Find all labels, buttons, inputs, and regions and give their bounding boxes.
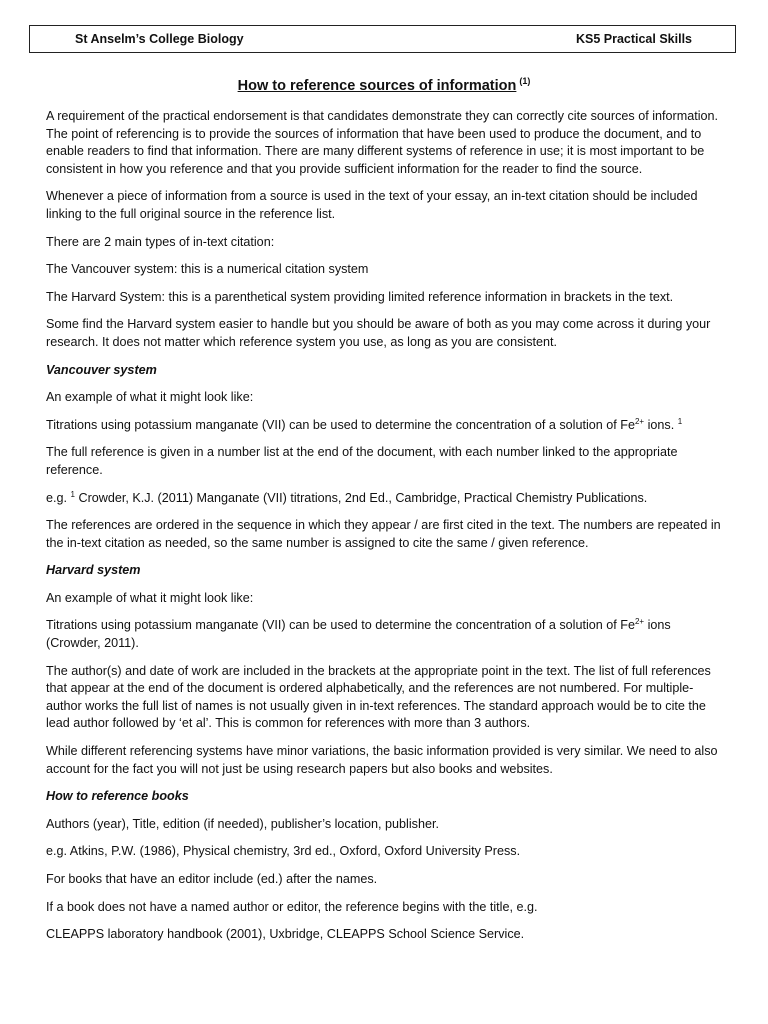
eg-label: e.g. — [46, 490, 71, 505]
paragraph-no-author: If a book does not have a named author or editor, the reference begins with the title, e.g. — [46, 899, 538, 914]
paragraph-types: There are 2 main types of in-text citation: — [46, 234, 275, 249]
example-text-end: ions. — [644, 417, 678, 432]
course-label: KS5 Practical Skills — [575, 32, 692, 46]
page-title — [0, 76, 768, 94]
page-header — [29, 25, 736, 53]
title-text: How to reference sources of information — [237, 78, 517, 94]
heading-harvard: Harvard system — [46, 563, 141, 578]
paragraph-book-example: e.g. Atkins, P.W. (1986), Physical chemistry, 3rd ed., Oxford, Oxford University Press. — [46, 844, 521, 859]
paragraph-book-format: Authors (year), Title, edition (if needed), publisher’s location, publisher. — [46, 816, 439, 831]
citation-number: 1 — [677, 416, 683, 426]
reference-number: 1 — [70, 489, 75, 499]
paragraph-number-list: The full reference is given in a number list at the end of the document, with each number linked to the appropriate reference. — [46, 445, 678, 477]
reference-text: Crowder, K.J. (2011) Manganate (VII) titrations, 2nd Ed., Cambridge, Practical Chemistry Publications. — [74, 490, 648, 505]
ion-charge: 2+ — [634, 416, 645, 426]
document-body — [46, 108, 726, 954]
title-footnote: (1) — [519, 76, 531, 86]
paragraph-example-intro: An example of what it might look like: — [46, 390, 254, 405]
paragraph-vancouver-reference — [46, 490, 726, 508]
paragraph-ordering: The references are ordered in the sequence in which they appear / are first cited in the text. The numbers are repeated in the in-text citation as needed, so the same number is assigned to cite the same / given reference. — [46, 518, 721, 550]
paragraph-consistency: Some find the Harvard system easier to handle but you should be aware of both as you may come across it during your research. It does not matter which reference system you use, as long as you are consistent. — [46, 317, 711, 349]
paragraph-vancouver-def: The Vancouver system: this is a numerical citation system — [46, 262, 369, 277]
paragraph-in-text-citation: Whenever a piece of information from a source is used in the text of your essay, an in-text citation should be included linking to the full original source in the reference list. — [46, 189, 698, 221]
school-name: St Anselm’s College Biology — [75, 32, 244, 46]
ion-charge: 2+ — [634, 617, 645, 627]
paragraph-harvard-details: The author(s) and date of work are included in the brackets at the appropriate point in the text. The list of full references that appear at the end of the document is ordered alphabetically, and the references are not numbered. For multiple-author works the full list of names is not usually given in in-text references. The standard approach would be to cite the lead author followed by ‘et al’. This is common for references with more than 3 authors. — [46, 663, 711, 731]
example-text-end: ions (Crowder, 2011). — [46, 618, 671, 651]
example-text: Titrations using potassium manganate (VII) can be used to determine the concentration of a solution of Fe — [46, 618, 635, 633]
paragraph-vancouver-example — [46, 417, 726, 435]
example-text: Titrations using potassium manganate (VII) can be used to determine the concentration of a solution of Fe — [46, 417, 635, 432]
paragraph-editor: For books that have an editor include (ed.) after the names. — [46, 872, 378, 886]
paragraph-harvard-def: The Harvard System: this is a parenthetical system providing limited reference information in brackets in the text. — [46, 289, 674, 304]
heading-books: How to reference books — [46, 789, 189, 804]
paragraph-no-author-example: CLEAPPS laboratory handbook (2001), Uxbridge, CLEAPPS School Science Service. — [46, 927, 525, 942]
paragraph-example-intro-2: An example of what it might look like: — [46, 590, 254, 605]
heading-vancouver: Vancouver system — [46, 362, 157, 377]
paragraph-variations: While different referencing systems have minor variations, the basic information provided is very similar. We need to also account for the fact you will not just be using research papers but also books and websites. — [46, 744, 718, 776]
paragraph-intro: A requirement of the practical endorsement is that candidates demonstrate they can correctly cite sources of information. The point of referencing is to provide the sources of information that have been used to produce the document, and to enable readers to find that information. There are many different systems of reference in use; it is most important to be consistent in how you reference and that you provide sufficient information for the reader to find the source. — [46, 109, 719, 176]
paragraph-harvard-example — [46, 617, 726, 652]
